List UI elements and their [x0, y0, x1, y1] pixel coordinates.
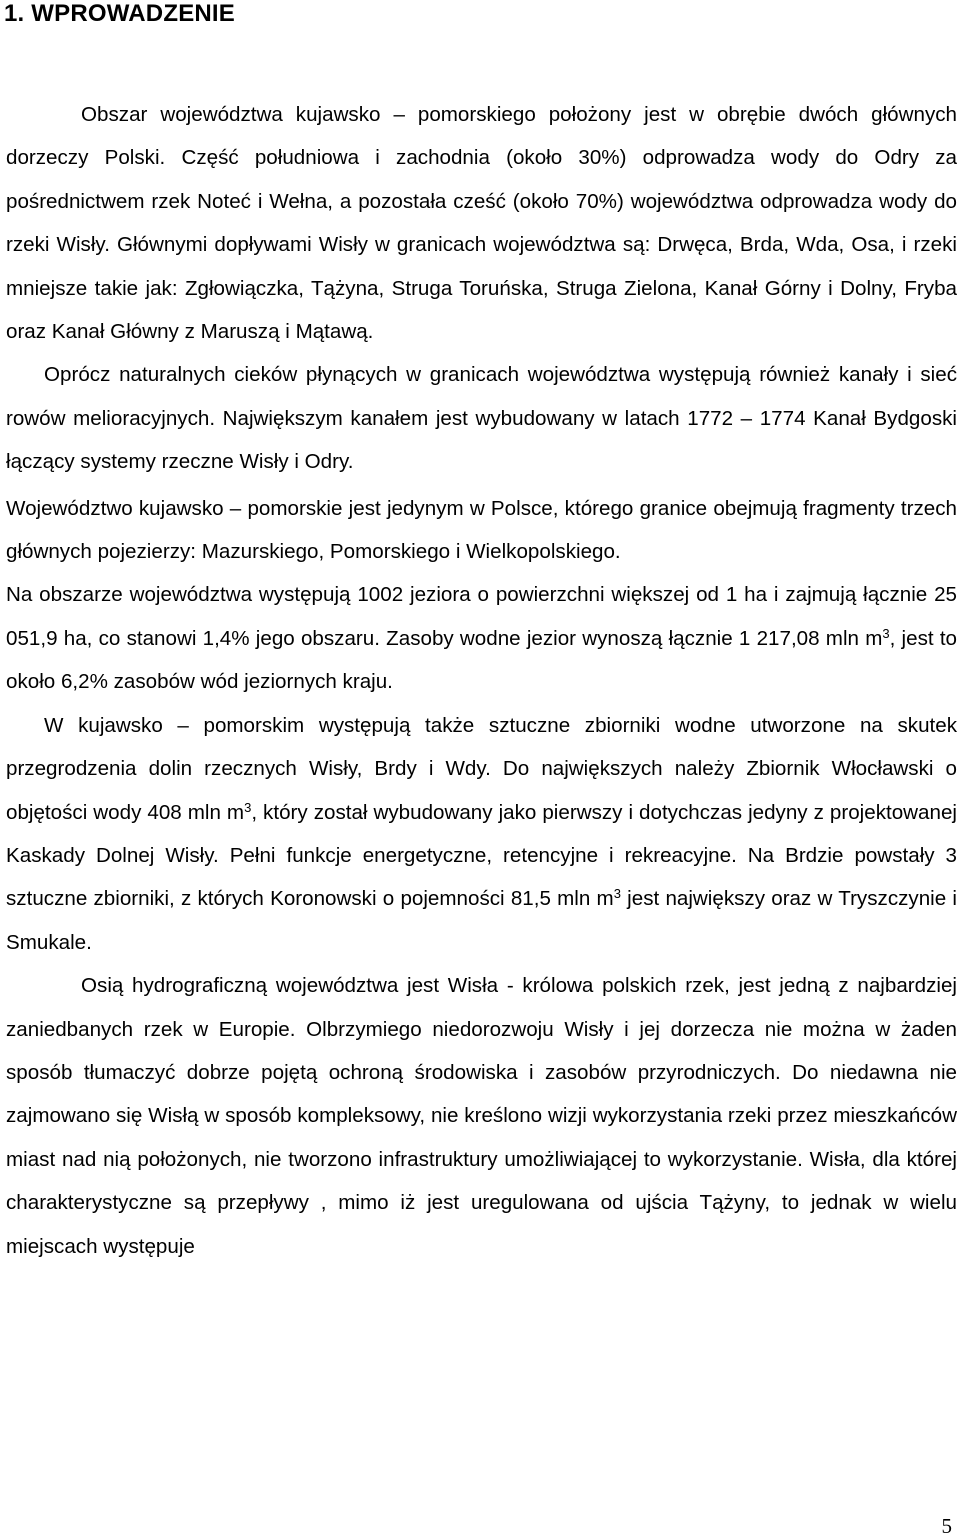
- superscript-cubic: 3: [882, 625, 890, 641]
- document-body: [6, 93, 957, 1268]
- paragraph-reservoirs-text-b: , który został wybudowany jako pierwszy i dotychczas jedyny z projektowanej Kaskady Dolnej Wisły. Pełni funkcje energetyczne, retencyjne i rekreacyjne. Na Brdzie powstały 3 sztuczne zbiorniki, z których Koronowski o pojemności 81,5 mln m: [6, 800, 957, 911]
- paragraph-lakelands: [6, 487, 957, 574]
- paragraph-reservoirs-text-a: W kujawsko – pomorskim występują także sztuczne zbiorniki wodne utworzone na skutek przegrodzenia dolin rzecznych Wisły, Brdy i Wdy. Do największych należy Zbiornik Włocławski o objętości wody 408 mln m: [6, 713, 957, 824]
- paragraph-lakes-text-a: Na obszarze województwa występują 1002 jeziora o powierzchni większej od 1 ha i zajmują łącznie 25 051,9 ha, co stanowi 1,4% jego obszaru. Zasoby wodne jezior wynoszą łącznie 1 217,08 mln m: [6, 583, 957, 650]
- paragraph-vistula: Osią hydrograficzną województwa jest Wisła - królowa polskich rzek, jest jedną z najbardziej zaniedbanych rzek w Europie. Olbrzymiego niedorozwoju Wisły i jej dorzecza nie można w żaden sposób tłumaczyć dobrze pojętą ochroną środowiska i zasobów przyrodniczych. Do niedawna nie zajmowano się Wisłą w sposób kompleksowy, nie kreślono wizji wykorzystania rzeki przez mieszkańców miast nad nią położonych, nie tworzono infrastruktury umożliwiającej to wykorzystanie. Wisła, dla której charakterystyczne są przepływy , mimo iż jest uregulowana od ujścia Tążyny, to jednak w wielu miejscach występuje: [6, 974, 957, 1258]
- superscript-cubic: 3: [244, 799, 252, 815]
- section-heading: 1. WPROWADZENIE: [4, 0, 236, 27]
- paragraph-reservoirs: [6, 704, 957, 964]
- paragraph-lakelands-text: Województwo kujawsko – pomorskie jest jedynym w Polsce, którego granice obejmują fragmenty trzech głównych pojezierzy: Mazurskiego, Pomorskiego i Wielkopolskiego.: [6, 496, 957, 564]
- paragraph-lakes-text-b: , jest to około 6,2% zasobów wód jeziornych kraju.: [6, 626, 957, 694]
- page-number: 5: [941, 1514, 952, 1538]
- paragraph-canals: Oprócz naturalnych cieków płynących w granicach województwa występują również kanały i sieć rowów melioracyjnych. Największym kanałem jest wybudowany w latach 1772 – 1774 Kanał Bydgoski łączący systemy rzeczne Wisły i Odry.: [6, 363, 957, 474]
- paragraph-reservoirs-text-c: jest największy oraz w Tryszczynie i Smukale.: [6, 887, 957, 954]
- paragraph-drainage-basins: Obszar województwa kujawsko – pomorskiego położony jest w obrębie dwóch głównych dorzeczy Polski. Część południowa i zachodnia (około 30%) odprowadza wody do Odry za pośrednictwem rzek Noteć i Wełna, a pozostała cześć (około 70%) województwa odprowadza wody do rzeki Wisły. Głównymi dopływami Wisły w granicach województwa są: Drwęca, Brda, Wda, Osa, i rzeki mniejsze takie jak: Zgłowiączka, Tążyna, Struga Toruńska, Struga Zielona, Kanał Górny i Dolny, Fryba oraz Kanał Główny z Maruszą i Mątawą.: [6, 103, 957, 344]
- superscript-cubic: 3: [613, 886, 621, 902]
- paragraph-lakes: [6, 573, 957, 703]
